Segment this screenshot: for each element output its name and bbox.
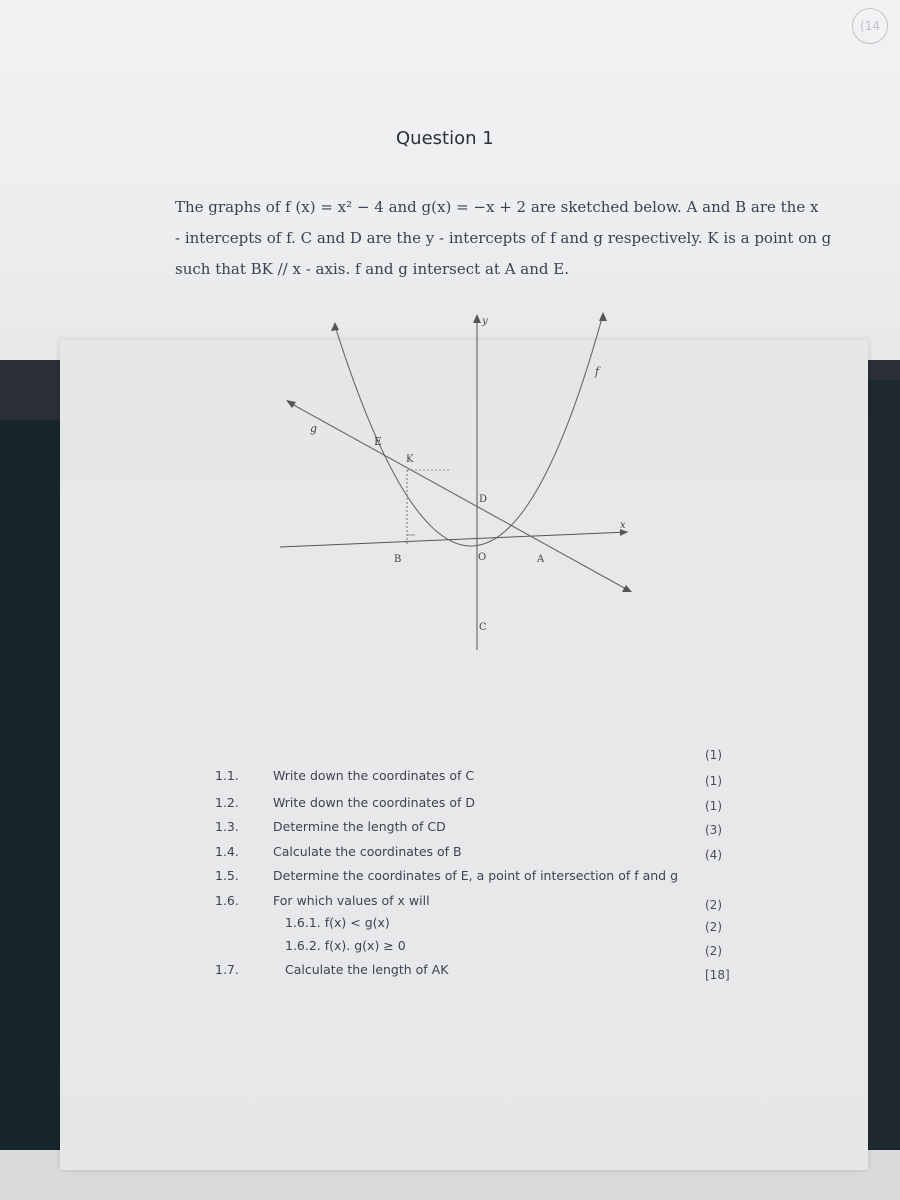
question-number: 1.5.: [215, 868, 239, 883]
mark-value: (2): [705, 898, 722, 912]
intro-line: - intercepts of f. C and D are the y - intercepts of f and g respectively. K is a point on g: [175, 229, 832, 247]
label-e: E: [374, 435, 383, 448]
mark-value: (2): [705, 920, 722, 934]
intro-line: such that BK // x - axis. f and g intersect at A and E.: [175, 260, 569, 278]
label-b: B: [394, 554, 402, 565]
label-a: A: [537, 554, 545, 565]
label-f: f: [595, 365, 600, 378]
label-k: K: [406, 454, 414, 465]
mark-value: (4): [705, 848, 722, 862]
label-d: D: [479, 494, 488, 505]
question-text: Calculate the length of AK: [285, 962, 449, 977]
mark-value: (1): [705, 748, 722, 762]
y-axis-arrow: [473, 314, 481, 323]
x-axis: [280, 532, 628, 547]
label-y: y: [482, 316, 488, 327]
question-text: Determine the coordinates of E, a point of intersection of f and g: [273, 868, 679, 883]
function-graph: [250, 300, 650, 660]
question-title: Question 1: [396, 128, 494, 149]
question-number: 1.3.: [215, 819, 239, 834]
line-g: [290, 403, 628, 590]
question-text: For which values of x will: [273, 893, 430, 908]
mark-value: (3): [705, 823, 722, 837]
question-intro: [175, 192, 832, 285]
mark-value: [18]: [705, 968, 730, 982]
label-o: O: [478, 552, 487, 563]
mark-value: (1): [705, 799, 722, 813]
question-text: Determine the length of CD: [273, 819, 446, 834]
question-text: Write down the coordinates of C: [273, 768, 475, 783]
question-number: 1.7.: [215, 962, 239, 977]
mark-value: (2): [705, 944, 722, 958]
question-number: 1.2.: [215, 795, 239, 810]
question-text: Calculate the coordinates of B: [273, 844, 462, 859]
question-text: Write down the coordinates of D: [273, 795, 475, 810]
label-c: C: [479, 622, 487, 633]
question-number: 1.1.: [215, 768, 239, 783]
parabola-f: [335, 318, 602, 546]
label-g: g: [310, 422, 318, 435]
line-g-arrow-right: [622, 585, 632, 592]
parabola-f-arrow-right: [599, 312, 607, 321]
line-g-arrow-left: [286, 400, 296, 408]
parabola-f-arrow-left: [331, 322, 339, 331]
sub-question-text: 1.6.2. f(x). g(x) ≥ 0: [285, 938, 406, 953]
page-number-mark: (14: [852, 8, 888, 44]
label-x: x: [620, 520, 626, 531]
mark-value: (1): [705, 774, 722, 788]
sub-question-text: 1.6.1. f(x) < g(x): [285, 915, 390, 930]
intro-line: The graphs of f (x) = x² − 4 and g(x) = −x + 2 are sketched below. A and B are the x: [175, 198, 819, 216]
question-number: 1.4.: [215, 844, 239, 859]
question-number: 1.6.: [215, 893, 239, 908]
